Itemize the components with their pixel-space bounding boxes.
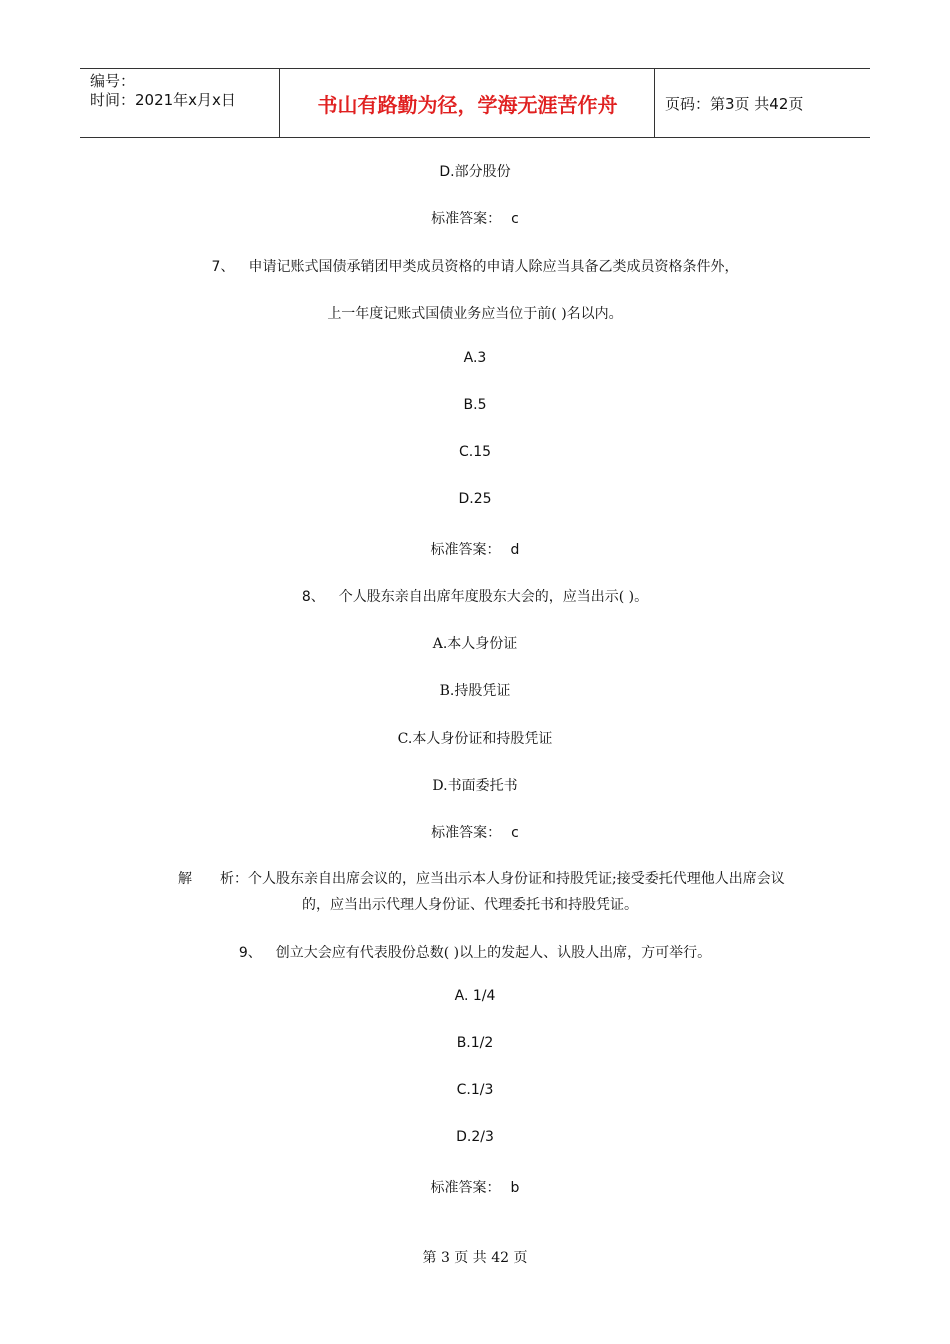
q6-option-d: D.部分股份 [439, 164, 511, 180]
question-number: 9、 [238, 945, 262, 961]
q7-text-cont: 上一年度记账式国债业务应当位于前( )名以内。 [327, 306, 623, 322]
answer-value: b [510, 1180, 520, 1196]
q9-option-a: A. 1/4 [454, 988, 496, 1004]
question-number: 7、 [211, 259, 235, 275]
analysis-label: 解 析： [178, 871, 248, 887]
q9-option-d: D.2/3 [456, 1129, 494, 1145]
question-text: 个人股东亲自出席年度股东大会的，应当出示( )。 [338, 589, 649, 605]
q9-option-c: C.1/3 [456, 1082, 494, 1098]
answer-label: 标准答案： [431, 825, 502, 841]
q7-text [0, 256, 950, 276]
answer-value: c [511, 211, 519, 227]
answer-label: 标准答案： [430, 542, 501, 558]
q7-option-d: D.25 [458, 491, 492, 507]
q7-option-c: C.15 [458, 444, 492, 460]
answer-label: 标准答案： [431, 211, 502, 227]
page-header [80, 68, 870, 138]
time-label: 时间：2021年x月x日 [90, 91, 236, 109]
header-meta [80, 69, 280, 137]
q8-option-c: C.本人身份证和持股凭证 [397, 731, 553, 747]
page-footer: 第 3 页 共 42 页 [422, 1250, 528, 1266]
q8-option-d: D.书面委托书 [432, 778, 518, 794]
q7-answer [0, 539, 950, 559]
header-motto: 书山有路勤为径，学海无涯苦作舟 [281, 69, 655, 137]
q6-answer [0, 208, 950, 228]
q9-text [0, 942, 950, 962]
question-number: 8、 [301, 589, 325, 605]
header-page-info: 页码：第3页 共42页 [665, 94, 804, 113]
question-text: 申请记账式国债承销团甲类成员资格的申请人除应当具备乙类成员资格条件外， [248, 259, 739, 275]
q8-option-b: B.持股凭证 [439, 683, 511, 699]
answer-value: c [511, 825, 519, 841]
code-label: 编号： [90, 72, 136, 90]
analysis-text: 个人股东亲自出席会议的，应当出示本人身份证和持股凭证;接受委托代理他人出席会议 [248, 871, 785, 887]
q8-answer [0, 822, 950, 842]
q8-text [0, 586, 950, 606]
answer-label: 标准答案： [430, 1180, 501, 1196]
q8-analysis [178, 866, 818, 918]
analysis-text-cont: 的，应当出示代理人身份证、代理委托书和持股凭证。 [302, 897, 638, 913]
q9-option-b: B.1/2 [456, 1035, 494, 1051]
question-text: 创立大会应有代表股份总数( )以上的发起人、认股人出席，方可举行。 [275, 945, 712, 961]
answer-value: d [510, 542, 520, 558]
q7-option-a: A.3 [463, 350, 487, 366]
q9-answer [0, 1177, 950, 1197]
q7-option-b: B.5 [463, 397, 487, 413]
q8-option-a: A.本人身份证 [432, 636, 518, 652]
